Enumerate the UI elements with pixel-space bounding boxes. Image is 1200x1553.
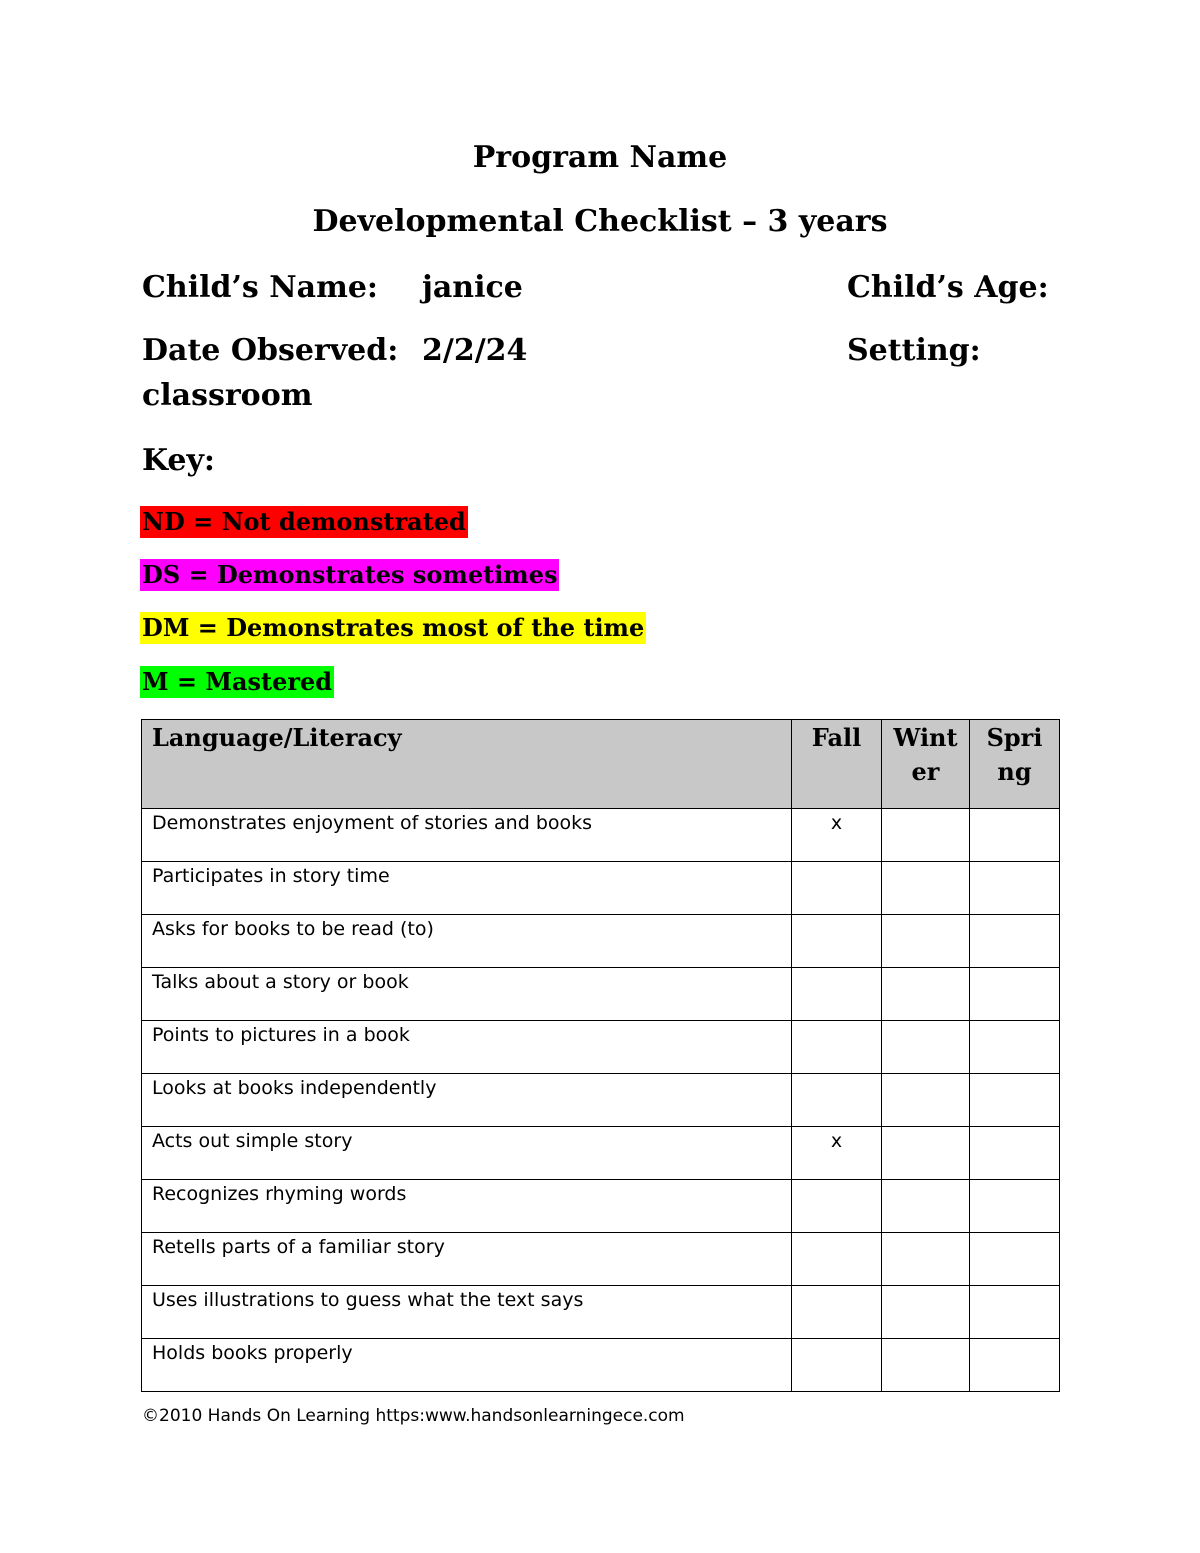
fall-cell[interactable]: x — [792, 809, 882, 862]
skill-cell: Talks about a story or book — [142, 968, 792, 1021]
spring-cell[interactable] — [970, 915, 1060, 968]
header-spring-line2: ng — [997, 757, 1032, 786]
spring-cell[interactable] — [970, 1286, 1060, 1339]
skill-cell: Looks at books independently — [142, 1074, 792, 1127]
winter-cell[interactable] — [882, 915, 970, 968]
date-observed-value: 2/2/24 — [422, 333, 528, 368]
table-row — [142, 915, 1060, 968]
date-observed-label: Date Observed: — [142, 333, 399, 368]
fall-cell[interactable] — [792, 1233, 882, 1286]
childs-age-label: Child’s Age: — [847, 270, 1049, 305]
key-title: Key: — [142, 443, 216, 478]
spring-cell[interactable] — [970, 1074, 1060, 1127]
table-row — [142, 1074, 1060, 1127]
winter-cell[interactable] — [882, 1074, 970, 1127]
setting-label: Setting: — [847, 333, 981, 368]
spring-cell[interactable] — [970, 1339, 1060, 1392]
winter-cell[interactable] — [882, 862, 970, 915]
spring-cell[interactable] — [970, 862, 1060, 915]
key-item-ds: DS = Demonstrates sometimes — [142, 560, 558, 589]
footer-copyright: ©2010 Hands On Learning https:www.handsonlearningece.com — [142, 1406, 685, 1426]
header-language-literacy: Language/Literacy — [142, 720, 792, 809]
winter-cell[interactable] — [882, 1233, 970, 1286]
table-row — [142, 1180, 1060, 1233]
skill-cell: Asks for books to be read (to) — [142, 915, 792, 968]
winter-cell[interactable] — [882, 1180, 970, 1233]
winter-cell[interactable] — [882, 1021, 970, 1074]
winter-cell[interactable] — [882, 1339, 970, 1392]
winter-cell[interactable] — [882, 968, 970, 1021]
table-row — [142, 1127, 1060, 1180]
table-row — [142, 968, 1060, 1021]
fall-cell[interactable] — [792, 1339, 882, 1392]
skill-cell: Retells parts of a familiar story — [142, 1233, 792, 1286]
key-item-m: M = Mastered — [142, 667, 333, 696]
fall-cell[interactable] — [792, 1286, 882, 1339]
fall-cell[interactable]: x — [792, 1127, 882, 1180]
header-winter — [882, 720, 970, 809]
fall-cell[interactable] — [792, 1074, 882, 1127]
table-row — [142, 809, 1060, 862]
checklist-title: Developmental Checklist – 3 years — [312, 204, 888, 239]
skill-cell: Participates in story time — [142, 862, 792, 915]
spring-cell[interactable] — [970, 1180, 1060, 1233]
header-fall: Fall — [792, 720, 882, 809]
key-item-dm: DM = Demonstrates most of the time — [142, 613, 645, 642]
winter-cell[interactable] — [882, 1286, 970, 1339]
fall-cell[interactable] — [792, 915, 882, 968]
program-name: Program Name — [472, 140, 728, 175]
skill-cell: Holds books properly — [142, 1339, 792, 1392]
header-spring-line1: Spri — [986, 723, 1043, 752]
table-row — [142, 1021, 1060, 1074]
spring-cell[interactable] — [970, 1127, 1060, 1180]
skill-cell: Demonstrates enjoyment of stories and books — [142, 809, 792, 862]
table-row — [142, 862, 1060, 915]
table-header-row — [142, 720, 1060, 809]
fall-cell[interactable] — [792, 1180, 882, 1233]
fall-cell[interactable] — [792, 968, 882, 1021]
childs-name-value: janice — [422, 270, 523, 305]
header-winter-line2: er — [911, 757, 940, 786]
winter-cell[interactable] — [882, 809, 970, 862]
table-row — [142, 1233, 1060, 1286]
spring-cell[interactable] — [970, 968, 1060, 1021]
winter-cell[interactable] — [882, 1127, 970, 1180]
setting-value: classroom — [142, 378, 313, 413]
table-row — [142, 1339, 1060, 1392]
spring-cell[interactable] — [970, 1233, 1060, 1286]
skill-cell: Points to pictures in a book — [142, 1021, 792, 1074]
spring-cell[interactable] — [970, 809, 1060, 862]
skill-cell: Acts out simple story — [142, 1127, 792, 1180]
childs-name-label: Child’s Name: — [142, 270, 379, 305]
table-row — [142, 1286, 1060, 1339]
skill-cell: Uses illustrations to guess what the text says — [142, 1286, 792, 1339]
fall-cell[interactable] — [792, 1021, 882, 1074]
header-winter-line1: Wint — [893, 723, 958, 752]
fall-cell[interactable] — [792, 862, 882, 915]
language-literacy-table — [141, 719, 1060, 1392]
skill-cell: Recognizes rhyming words — [142, 1180, 792, 1233]
key-item-nd: ND = Not demonstrated — [142, 507, 466, 536]
header-spring — [970, 720, 1060, 809]
spring-cell[interactable] — [970, 1021, 1060, 1074]
